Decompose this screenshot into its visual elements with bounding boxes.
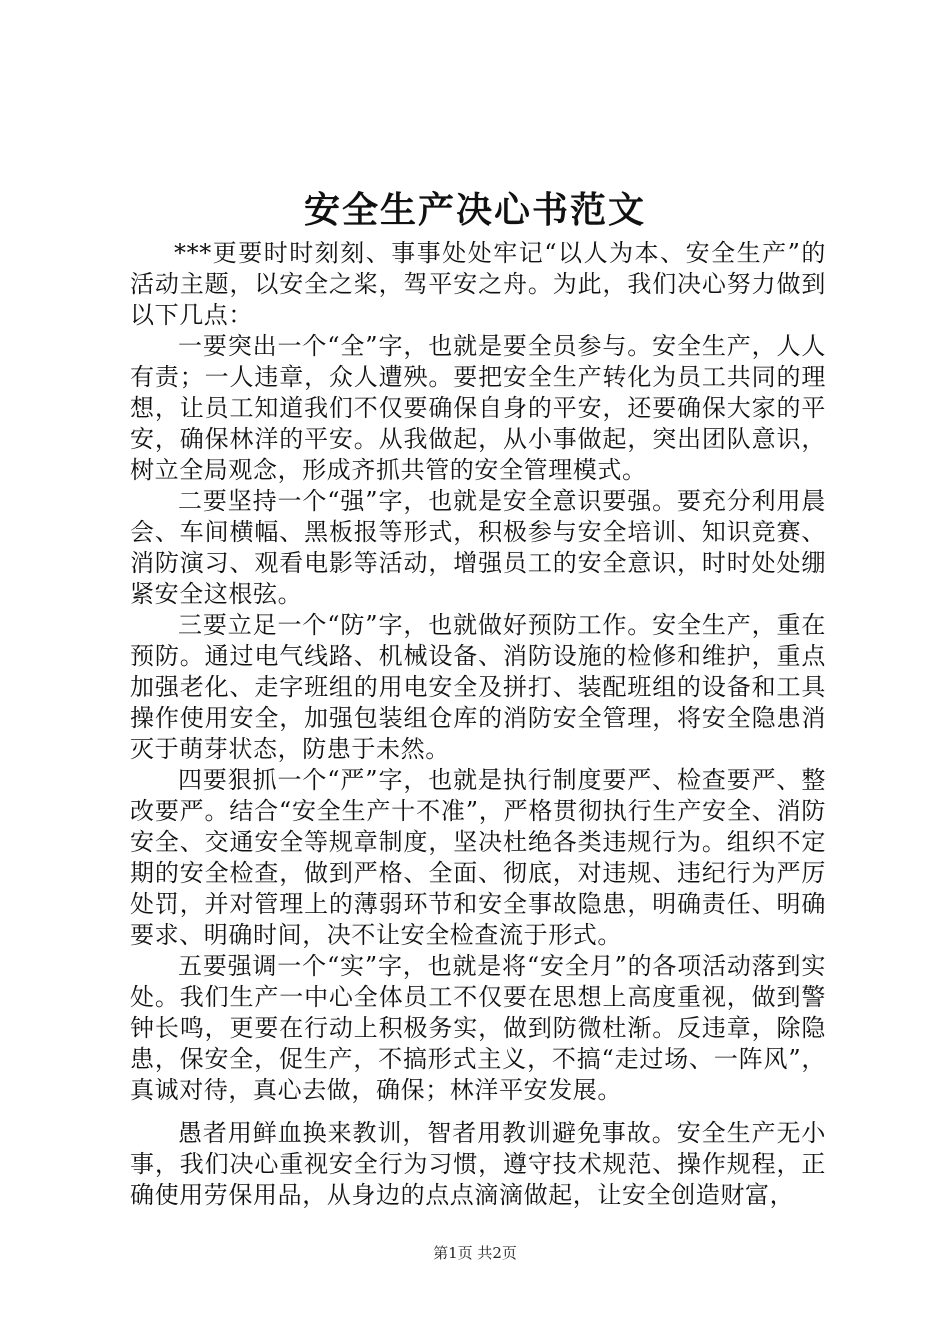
page-number-footer: 第1页 共2页 (433, 1244, 517, 1262)
paragraph-point-four: 四要狠抓一个“严”字，也就是执行制度要严、检查要严、整改要严。结合“安全生产十不准”，严格贯彻执行生产安全、消防安全、交通安全等规章制度，坚决杜绝各类违规行为。组织不定期的安全检查，做到严格、全面、彻底，对违规、违纪行为严厉处罚，并对管理上的薄弱环节和安全事故隐患，明确责任、明确要求、明确时间，决不让安全检查流于形式。 (130, 766, 826, 949)
paragraph-point-five: 五要强调一个“实”字，也就是将“安全月”的各项活动落到实处。我们生产一中心全体员工不仅要在思想上高度重视，做到警钟长鸣，更要在行动上积极务实，做到防微杜渐。反违章，除隐患，保安全，促生产，不搞形式主义，不搞“走过场、一阵风”，真诚对待，真心去做，确保；林洋平安发展。 (130, 952, 826, 1104)
paragraph-point-three: 三要立足一个“防”字，也就做好预防工作。安全生产，重在预防。通过电气线路、机械设备、消防设施的检修和维护，重点加强老化、走字班组的用电安全及拼打、装配班组的设备和工具操作使用安全，加强包装组仓库的消防安全管理，将安全隐患消灭于萌芽状态，防患于未然。 (130, 611, 826, 763)
document-body (130, 238, 826, 1211)
paragraph-point-one: 一要突出一个“全”字，也就是要全员参与。安全生产，人人有责；一人违章，众人遭殃。要把安全生产转化为员工共同的理想，让员工知道我们不仅要确保自身的平安，还要确保大家的平安，确保林洋的平安。从我做起，从小事做起，突出团队意识，树立全局观念，形成齐抓共管的安全管理模式。 (130, 332, 826, 484)
paragraph-point-two: 二要坚持一个“强”字，也就是安全意识要强。要充分利用晨会、车间横幅、黑板报等形式，积极参与安全培训、知识竞赛、消防演习、观看电影等活动，增强员工的安全意识，时时处处绷紧安全这根弦。 (130, 487, 826, 608)
document-title: 安全生产决心书范文 (303, 189, 646, 231)
paragraph-intro: ***更要时时刻刻、事事处处牢记“以人为本、安全生产”的活动主题，以安全之桨，驾平安之舟。为此，我们决心努力做到以下几点： (130, 239, 826, 329)
paragraph-closing: 愚者用鲜血换来教训，智者用教训避免事故。安全生产无小事，我们决心重视安全行为习惯，遵守技术规范、操作规程，正确使用劳保用品，从身边的点点滴滴做起，让安全创造财富， (130, 1119, 826, 1209)
